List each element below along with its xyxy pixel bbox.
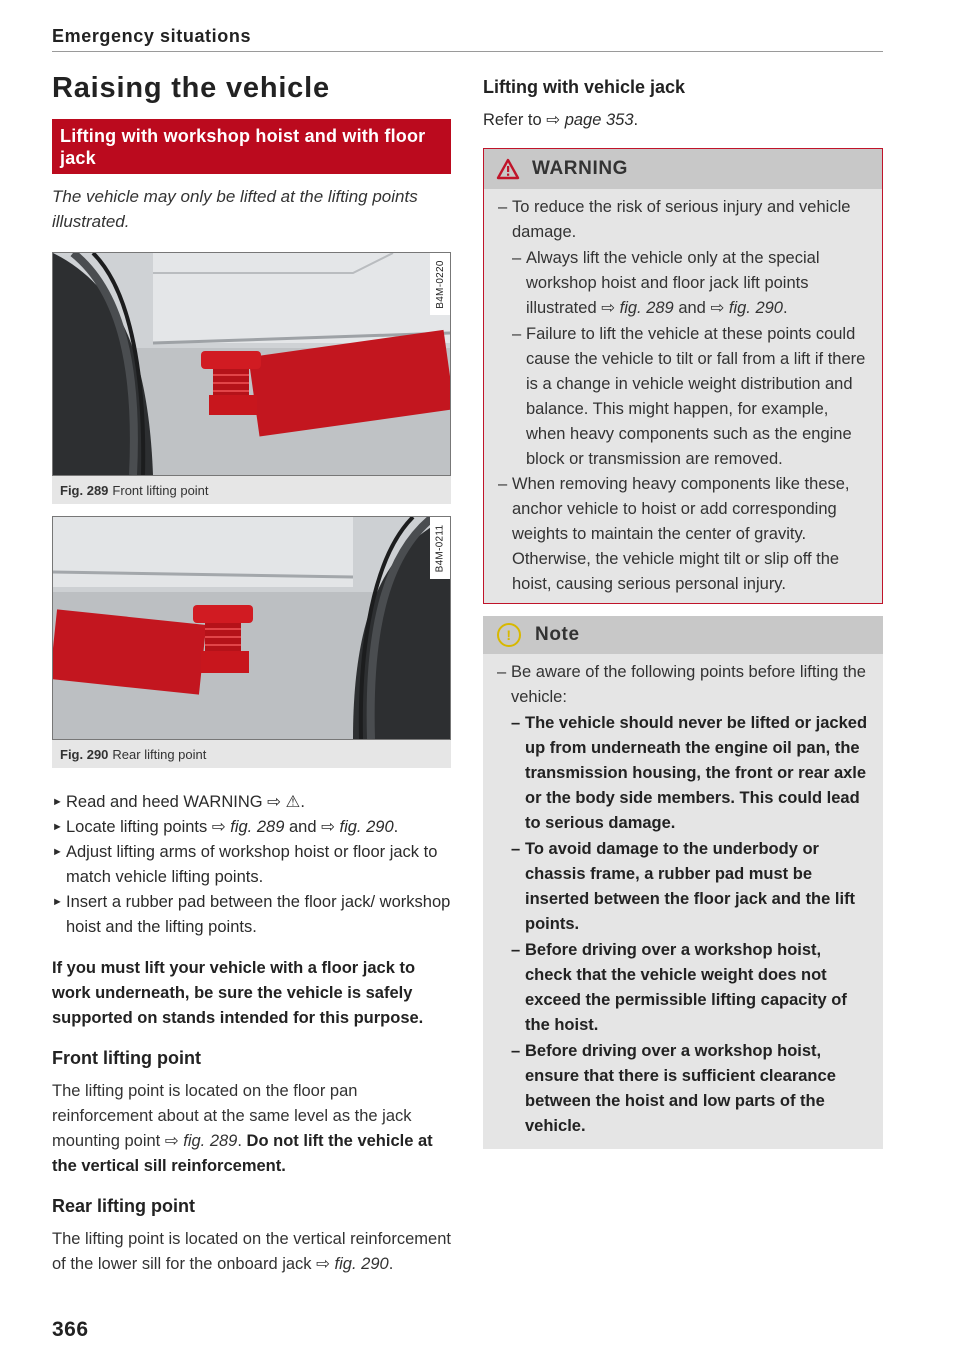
note-item [497,660,869,710]
step-text: Adjust lifting arms of workshop hoist or floor jack to match vehicle lifting points. [66,843,438,886]
note-item-text: Be aware of the following points before lifting the vehicle: [511,663,866,706]
refer-end: . [633,111,639,129]
figure-label: Fig. 289 [60,483,109,498]
warning-body [484,189,882,603]
warning-subitem [498,322,868,472]
dash: – [512,325,522,343]
refer-text [483,108,883,132]
fig-289-link[interactable]: ⇨ fig. 289 [601,299,674,317]
step-text: Locate lifting points [66,818,212,836]
step-arrow-icon: ► [52,796,63,808]
dash: – [511,1042,521,1060]
dash: – [498,475,508,493]
figure-code: B4M-0220 [434,259,446,309]
note-body [483,654,883,1149]
subsection-banner: Lifting with workshop hoist and with floor jack [52,119,451,174]
note-subitem [497,711,869,836]
step-arrow-icon: ► [52,821,63,833]
warning-item-text: When removing heavy components like these, anchor vehicle to hoist or add corresponding weights to maintain the center of gravity. Otherwise, the vehicle might tilt or slip off the hoist, causing serious personal injury. [512,475,850,593]
figure-code: B4M-0211 [434,524,446,572]
step-item [52,840,451,890]
step-text: and [284,818,322,836]
note-subitem-text: To avoid damage to the underbody or chassis frame, a rubber pad must be inserted between the floor jack and the lift points. [525,840,856,933]
figure-code-box [430,253,450,315]
note-subitem [497,837,869,937]
running-head: Emergency situations [52,26,252,46]
warning-subitem-text: . [783,299,788,317]
warning-header [484,149,882,189]
note-subitem-text: Before driving over a workshop hoist, check that the vehicle weight does not exceed the permissible lifting capacity of the hoist. [525,941,847,1034]
figure-caption-text: Front lifting point [112,483,209,498]
page-353-link[interactable]: ⇨ page 353 [546,111,634,129]
instruction-steps [52,790,451,940]
figure-caption [52,476,451,504]
dash: – [498,198,508,216]
step-item [52,890,451,940]
warning-item-text: To reduce the risk of serious injury and vehicle damage. [512,198,851,241]
left-column [52,72,451,1277]
fig-290-link[interactable]: ⇨ fig. 290 [710,299,783,317]
step-arrow-icon: ► [52,896,63,908]
dash: – [511,941,521,959]
figure-290 [52,516,451,768]
note-subitem-text: The vehicle should never be lifted or jacked up from underneath the engine oil pan, the transmission housing, the front or rear axle or the body side members. This could lead to serious damage. [525,714,868,832]
step-arrow-icon: ► [52,846,63,858]
note-subitem [497,938,869,1038]
warning-subitem-text: Always lift the vehicle only at the special workshop hoist and floor jack lift points illustrated [526,249,820,317]
figure-caption-text: Rear lifting point [112,747,207,762]
front-lift-drawing [53,253,450,475]
step-item [52,815,451,840]
warning-title: WARNING [532,158,629,179]
front-lifting-paragraph [52,1079,451,1179]
warning-item [498,472,868,597]
safety-statement: If you must lift your vehicle with a floor jack to work underneath, be sure the vehicle is safely supported on stands intended for this purpose. [52,959,424,1027]
fig-289-link[interactable]: ⇨ fig. 289 [164,1132,238,1150]
warning-box [483,148,883,604]
rear-lift-drawing [53,517,450,739]
note-box [483,616,883,1149]
note-title: Note [535,624,580,645]
figure-code-box [430,517,450,579]
front-lifting-heading: Front lifting point [52,1048,201,1068]
paragraph-bold-text: Do not lift the vehicle at the vertical sill reinforcement. [52,1132,433,1175]
rear-lifting-heading: Rear lifting point [52,1196,195,1216]
step-text: . [393,818,399,836]
rear-lifting-paragraph [52,1227,451,1277]
vehicle-jack-heading: Lifting with vehicle jack [483,77,686,97]
step-item [52,790,451,815]
page-number: 366 [52,1318,89,1341]
dash: – [512,249,522,267]
fig-289-link[interactable]: ⇨ fig. 289 [211,818,285,836]
front-lifting-illustration [52,252,451,476]
fig-290-link[interactable]: ⇨ fig. 290 [316,1255,389,1273]
warning-item [498,195,868,245]
paragraph-text: . [237,1132,247,1150]
rear-lifting-illustration [52,516,451,740]
paragraph-text: . [388,1255,394,1273]
dash: – [497,663,507,681]
refer-label: Refer to [483,111,547,129]
right-column [483,74,883,1149]
figure-289 [52,252,451,504]
intro-text: The vehicle may only be lifted at the lifting points illustrated. [52,187,418,231]
paragraph-text: The lifting point is located on the floor pan reinforcement about at the same level as the jack mounting point [52,1082,412,1150]
exclamation-circle-icon: ! [497,623,521,647]
header-rule [52,51,883,52]
note-header [483,616,883,654]
dash: – [511,840,521,858]
figure-caption [52,740,451,768]
paragraph-text: The lifting point is located on the vertical reinforcement of the lower sill for the onboard jack [52,1230,451,1273]
fig-290-link[interactable]: ⇨ fig. 290 [321,818,394,836]
section-title: Raising the vehicle [52,72,330,104]
warning-subitem-text: and [673,299,711,317]
note-subitem [497,1039,869,1139]
dash: – [511,714,521,732]
note-subitem-text: Before driving over a workshop hoist, ensure that there is sufficient clearance between the hoist and low parts of the vehicle. [525,1042,836,1135]
warning-subitem-text: Failure to lift the vehicle at these points could cause the vehicle to tilt or fall from a lift if there is a change in vehicle weight distribution and balance. This might happen, for example, when heavy components such as the engine block or transmission are removed. [526,325,866,468]
warning-subitem [498,246,868,321]
figure-label: Fig. 290 [60,747,109,762]
step-text: Read and heed WARNING ⇨ ⚠. [66,793,305,811]
warning-triangle-icon [496,158,520,180]
step-text: Insert a rubber pad between the floor jack/ workshop hoist and the lifting points. [66,893,451,936]
